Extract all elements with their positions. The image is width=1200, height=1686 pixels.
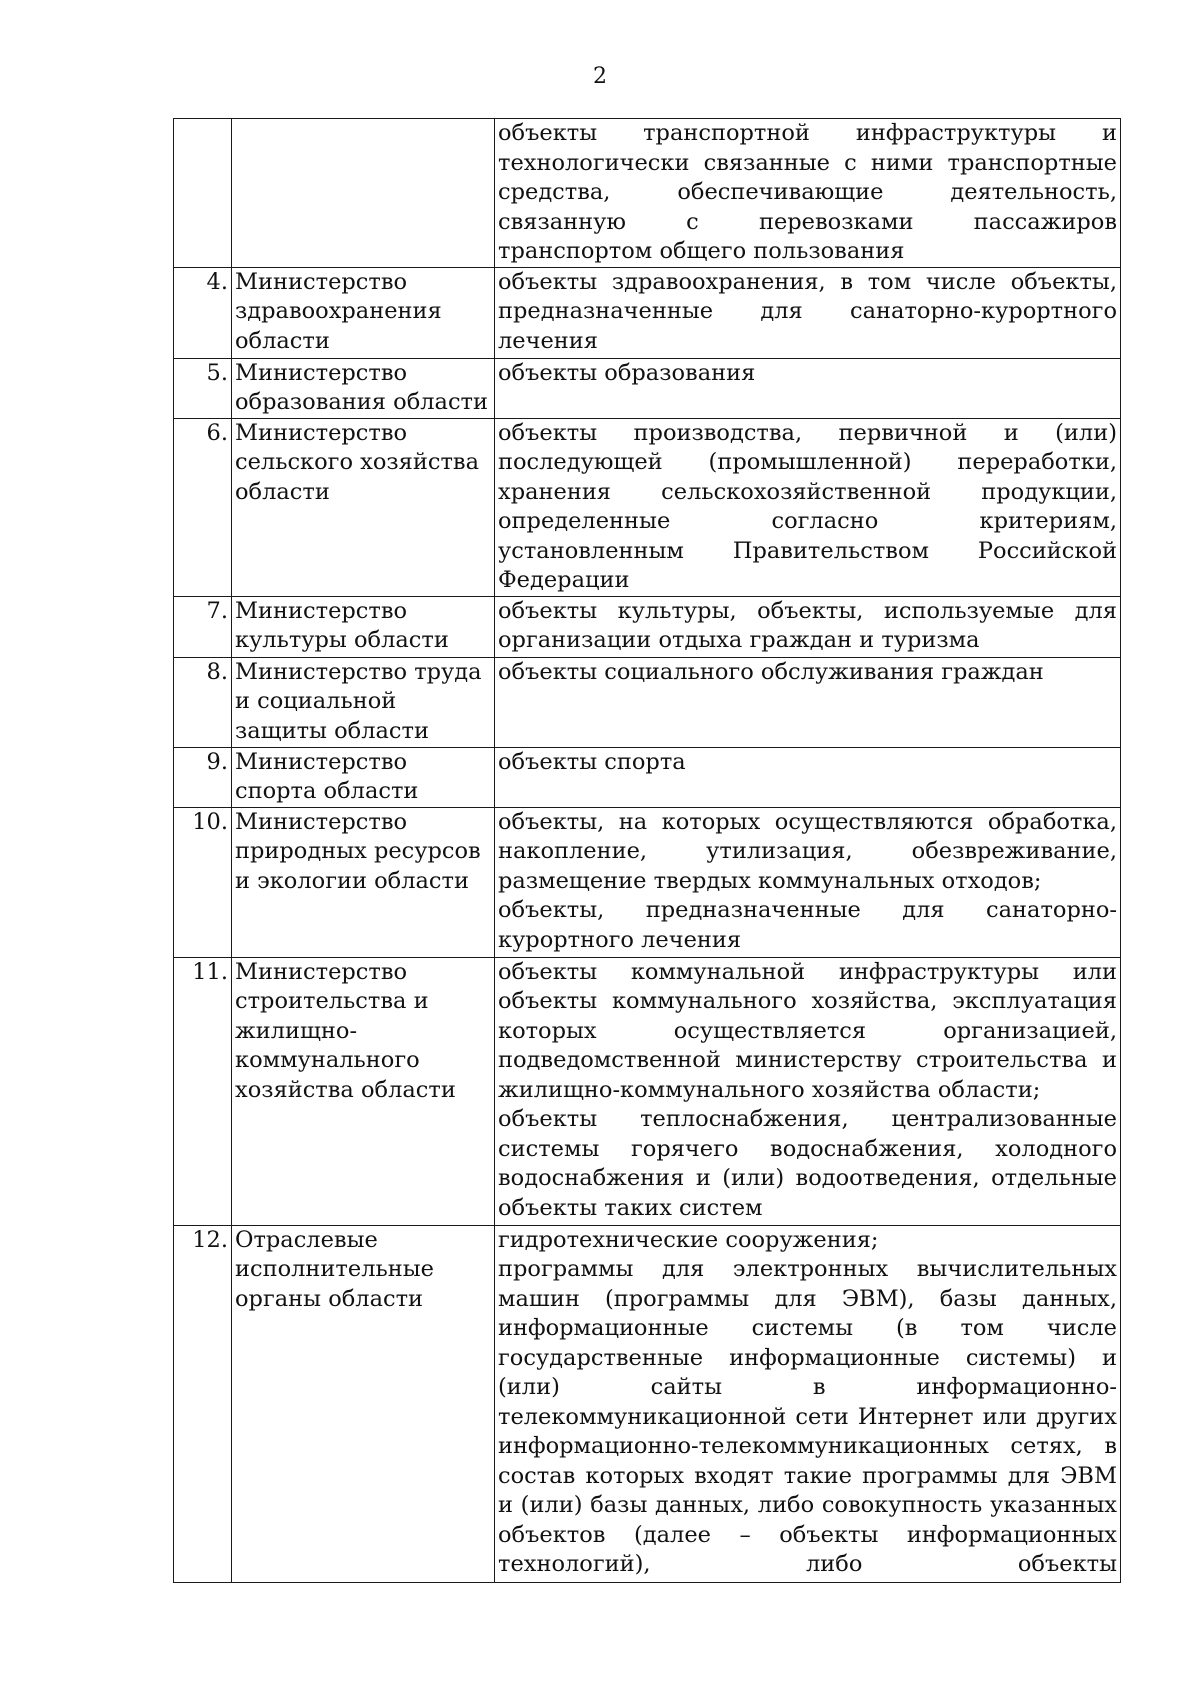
objects-paragraph: программы для электронных вычислительных машин (программы для ЭВМ), базы данных, информационные системы (в том числе государственные информационные системы) и (или) сайты в информационно-телекоммуникационной сети Интернет или других информационно-телекоммуникационных сетях, в состав которых входят такие программы для ЭВМ и (или) базы данных, либо совокупность указанных объектов (далее – объекты информационных технологий), либо объекты — [498, 1256, 1117, 1577]
ministry-name: Министерство здравоохранения области — [232, 267, 495, 358]
row-number: 8. — [174, 657, 232, 747]
objects-paragraph: объекты здравоохранения, в том числе объекты, предназначенные для санаторно-курортного лечения — [498, 268, 1117, 354]
objects-paragraph: объекты культуры, объекты, используемые для организации отдыха граждан и туризма — [498, 597, 1117, 653]
row-number: 12. — [174, 1225, 232, 1582]
row-number: 10. — [174, 807, 232, 957]
objects-paragraph: объекты спорта — [498, 748, 686, 775]
ministries-objects-table — [173, 118, 1121, 1583]
objects-paragraph: объекты коммунальной инфраструктуры или объекты коммунального хозяйства, эксплуатация которых осуществляется организацией, подведомственной министерству строительства и жилищно-коммунального хозяйства области; — [498, 958, 1117, 1103]
row-number: 4. — [174, 267, 232, 358]
ministry-name: Отраслевые исполнительные органы области — [232, 1225, 495, 1582]
ministry-name: Министерство строительства и жилищно-коммунального хозяйства области — [232, 957, 495, 1225]
table-row — [174, 657, 1121, 747]
table-row — [174, 1225, 1121, 1582]
objects-description — [495, 747, 1121, 807]
ministry-name: Министерство образования области — [232, 358, 495, 418]
ministry-name: Министерство сельского хозяйства области — [232, 418, 495, 596]
objects-description — [495, 267, 1121, 358]
objects-description — [495, 807, 1121, 957]
table-row — [174, 807, 1121, 957]
row-number: 11. — [174, 957, 232, 1225]
objects-paragraph: объекты социального обслуживания граждан — [498, 658, 1044, 685]
objects-description — [495, 657, 1121, 747]
objects-paragraph: объекты образования — [498, 359, 756, 386]
objects-paragraph: объекты, предназначенные для санаторно-курортного лечения — [498, 897, 1117, 953]
ministry-name: Министерство спорта области — [232, 747, 495, 807]
objects-description — [495, 1225, 1121, 1582]
table-row — [174, 267, 1121, 358]
ministry-name: Министерство культуры области — [232, 596, 495, 657]
table-row — [174, 957, 1121, 1225]
row-number: 5. — [174, 358, 232, 418]
objects-description — [495, 358, 1121, 418]
objects-paragraph: объекты теплоснабжения, централизованные системы горячего водоснабжения, холодного водоснабжения и (или) водоотведения, отдельные объекты таких систем — [498, 1106, 1117, 1221]
table-row — [174, 596, 1121, 657]
objects-paragraph: объекты, на которых осуществляются обработка, накопление, утилизация, обезвреживание, размещение твердых коммунальных отходов; — [498, 808, 1117, 894]
row-number: 7. — [174, 596, 232, 657]
ministry-name — [232, 119, 495, 268]
row-number: 9. — [174, 747, 232, 807]
ministry-name: Министерство природных ресурсов и экологии области — [232, 807, 495, 957]
objects-paragraph: гидротехнические сооружения; — [498, 1226, 879, 1253]
page-number: 2 — [593, 64, 607, 89]
row-number: 6. — [174, 418, 232, 596]
objects-description — [495, 119, 1121, 268]
objects-paragraph: объекты производства, первичной и (или) последующей (промышленной) переработки, хранения сельскохозяйственной продукции, определенные согласно критериям, установленным Правительством Российской Федерации — [498, 419, 1117, 593]
objects-description — [495, 596, 1121, 657]
objects-description — [495, 957, 1121, 1225]
table-row — [174, 747, 1121, 807]
objects-paragraph: объекты транспортной инфраструктуры и технологически связанные с ними транспортные средства, обеспечивающие деятельность, связанную с перевозками пассажиров транспортом общего пользования — [498, 120, 1117, 264]
row-number — [174, 119, 232, 268]
table-row — [174, 119, 1121, 268]
table-row — [174, 358, 1121, 418]
ministry-name: Министерство труда и социальной защиты области — [232, 657, 495, 747]
objects-description — [495, 418, 1121, 596]
table-row — [174, 418, 1121, 596]
